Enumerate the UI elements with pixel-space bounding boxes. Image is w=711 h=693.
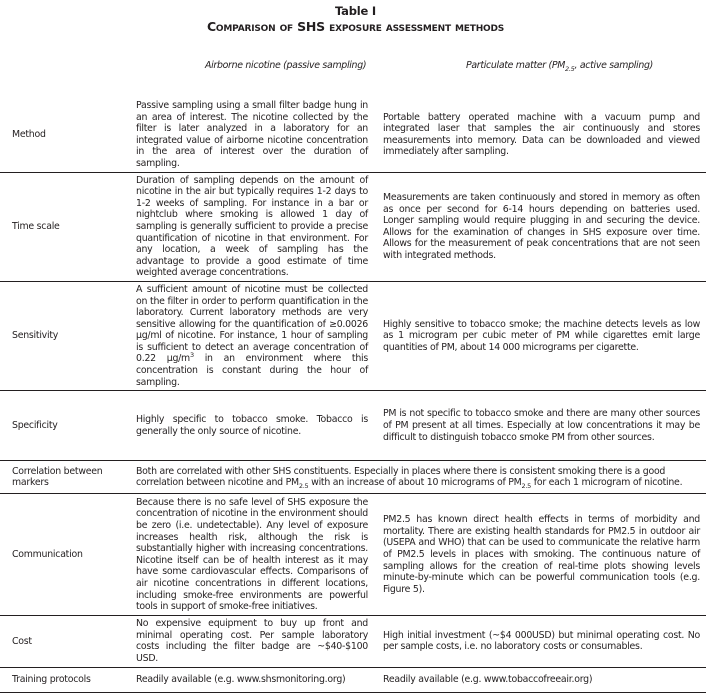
cell-pm: Readily available (e.g. www.tobaccofreeair.org) bbox=[377, 667, 706, 692]
table-row-specificity bbox=[0, 391, 706, 461]
cell-nicotine: Passive sampling using a small filter badge hung in an area of interest. The nicotine collected by the filter is later analyzed in a laboratory for an integrated value of airborne nicotine concentration in the area of interest over the duration of sampling. bbox=[130, 98, 377, 172]
subscript: 2.5 bbox=[565, 64, 575, 73]
superscript: 3 bbox=[189, 351, 194, 360]
cell-nicotine: No expensive equipment to buy up front and minimal operating cost. Per sample laboratory costs including the filter badge are ~$40-$100 USD. bbox=[130, 616, 377, 667]
table-row-cost bbox=[0, 616, 706, 667]
table-row-communication bbox=[0, 494, 706, 616]
cell-pm: Portable battery operated machine with a vacuum pump and integrated laser that samples the air continuously and stores measurements into memory. Data can be downloaded and viewed immediately after sampling. bbox=[377, 98, 706, 172]
row-label: Time scale bbox=[0, 172, 130, 281]
column-header-text: Particulate matter (PM bbox=[466, 60, 566, 71]
cell-text: for each 1 microgram of nicotine. bbox=[531, 477, 683, 489]
cell-nicotine: Because there is no safe level of SHS exposure the concentration of nicotine in the environment should be zero (i.e. undetectable). Any level of exposure increases health risk, although the risk is substantially higher with increasing concentrations. Nicotine itself can be of health interest as it may have some cardiovascular effects. Comparisons of air nicotine concentrations in different locations, including smoke-free environments are powerful tools in support of smoke-free initiatives. bbox=[130, 494, 377, 616]
cell-nicotine: Duration of sampling depends on the amount of nicotine in the air but typically requires 1-2 days to 1-2 weeks of sampling. For instance in a bar or nightclub where smoking is allowed 1 day of sampling is generally sufficient to provide a precise quantification of nicotine in that environment. For any location, a week of sampling has the advantage to provide a good estimate of time weighted average concentrations. bbox=[130, 172, 377, 281]
table-row-time-scale bbox=[0, 172, 706, 281]
row-label: Training protocols bbox=[0, 667, 130, 692]
cell-pm: PM is not specific to tobacco smoke and there are many other sources of PM present at all times. Especially at low concentrations it may be difficult to distinguish tobacco smoke PM from other sources. bbox=[377, 391, 706, 461]
column-header-text-tail: , active sampling) bbox=[574, 60, 653, 71]
row-label: Communication bbox=[0, 494, 130, 616]
row-label: Specificity bbox=[0, 391, 130, 461]
comparison-table bbox=[0, 98, 706, 693]
cell-combined bbox=[130, 461, 706, 494]
cell-pm: Highly sensitive to tobacco smoke; the machine detects levels as low as 1 microgram per cubic meter of PM while cigarettes emit large quantities of PM, about 14 000 micrograms per cigarette. bbox=[377, 281, 706, 390]
table-title: Comparison of SHS exposure assessment methods bbox=[206, 19, 505, 34]
cell-text: A sufficient amount of nicotine must be collected on the filter in order to perform quantification in the laboratory. Current laboratory methods are very sensitive allowing for the quantification of ≥0.0026 μg/ml of nicotine. For instance, 1 hour of sampling is sufficient to detect an average concentration of 0.22 μg/m bbox=[136, 283, 368, 365]
subscript: 2.5 bbox=[521, 482, 532, 491]
table-number: Table I bbox=[335, 4, 376, 18]
cell-pm: High initial investment (~$4 000USD) but minimal operating cost. No per sample costs, i.e. no laboratory costs or consumables. bbox=[377, 616, 706, 667]
row-label: Method bbox=[0, 98, 130, 172]
cell-text: Both are correlated with other SHS constituents. Especially in places where there is consistent smoking there is a good correlation between nicotine and PM bbox=[136, 465, 666, 489]
table-row-sensitivity bbox=[0, 281, 706, 390]
row-label: Correlation between markers bbox=[0, 461, 130, 494]
column-header-airborne-nicotine bbox=[205, 60, 366, 71]
cell-text: with an increase of about 10 micrograms of PM bbox=[308, 477, 522, 489]
cell-nicotine bbox=[130, 281, 377, 390]
cell-pm: Measurements are taken continuously and stored in memory as often as once per second for 6-14 hours depending on batteries used. Longer sampling would require plugging in and securing the device. Allows for the examination of changes in SHS exposure over time. Allows for the measurement of peak concentrations that are not seen with integrated methods. bbox=[377, 172, 706, 281]
row-label: Sensitivity bbox=[0, 281, 130, 390]
column-header-particulate-matter bbox=[466, 60, 653, 71]
table-row-method bbox=[0, 98, 706, 172]
row-label: Cost bbox=[0, 616, 130, 667]
cell-nicotine: Highly specific to tobacco smoke. Tobacco is generally the only source of nicotine. bbox=[130, 391, 377, 461]
cell-text-tail: in an environment where this concentration is constant during the hour of sampling. bbox=[136, 353, 368, 388]
subscript: 2.5 bbox=[298, 482, 309, 491]
table-row-correlation bbox=[0, 461, 706, 494]
cell-nicotine: Readily available (e.g. www.shsmonitoring.org) bbox=[130, 667, 377, 692]
column-header-text: Airborne nicotine (passive sampling) bbox=[205, 60, 367, 71]
table-row-training-protocols bbox=[0, 667, 706, 692]
cell-pm: PM2.5 has known direct health effects in terms of morbidity and mortality. There are existing health standards for PM2.5 in outdoor air (USEPA and WHO) that can be used to communicate the relative harm of PM2.5 levels in places with smoking. The continuous nature of sampling allows for the creation of real-time plots showing levels minute-by-minute which can be powerful communication tools (e.g. Figure 5). bbox=[377, 494, 706, 616]
